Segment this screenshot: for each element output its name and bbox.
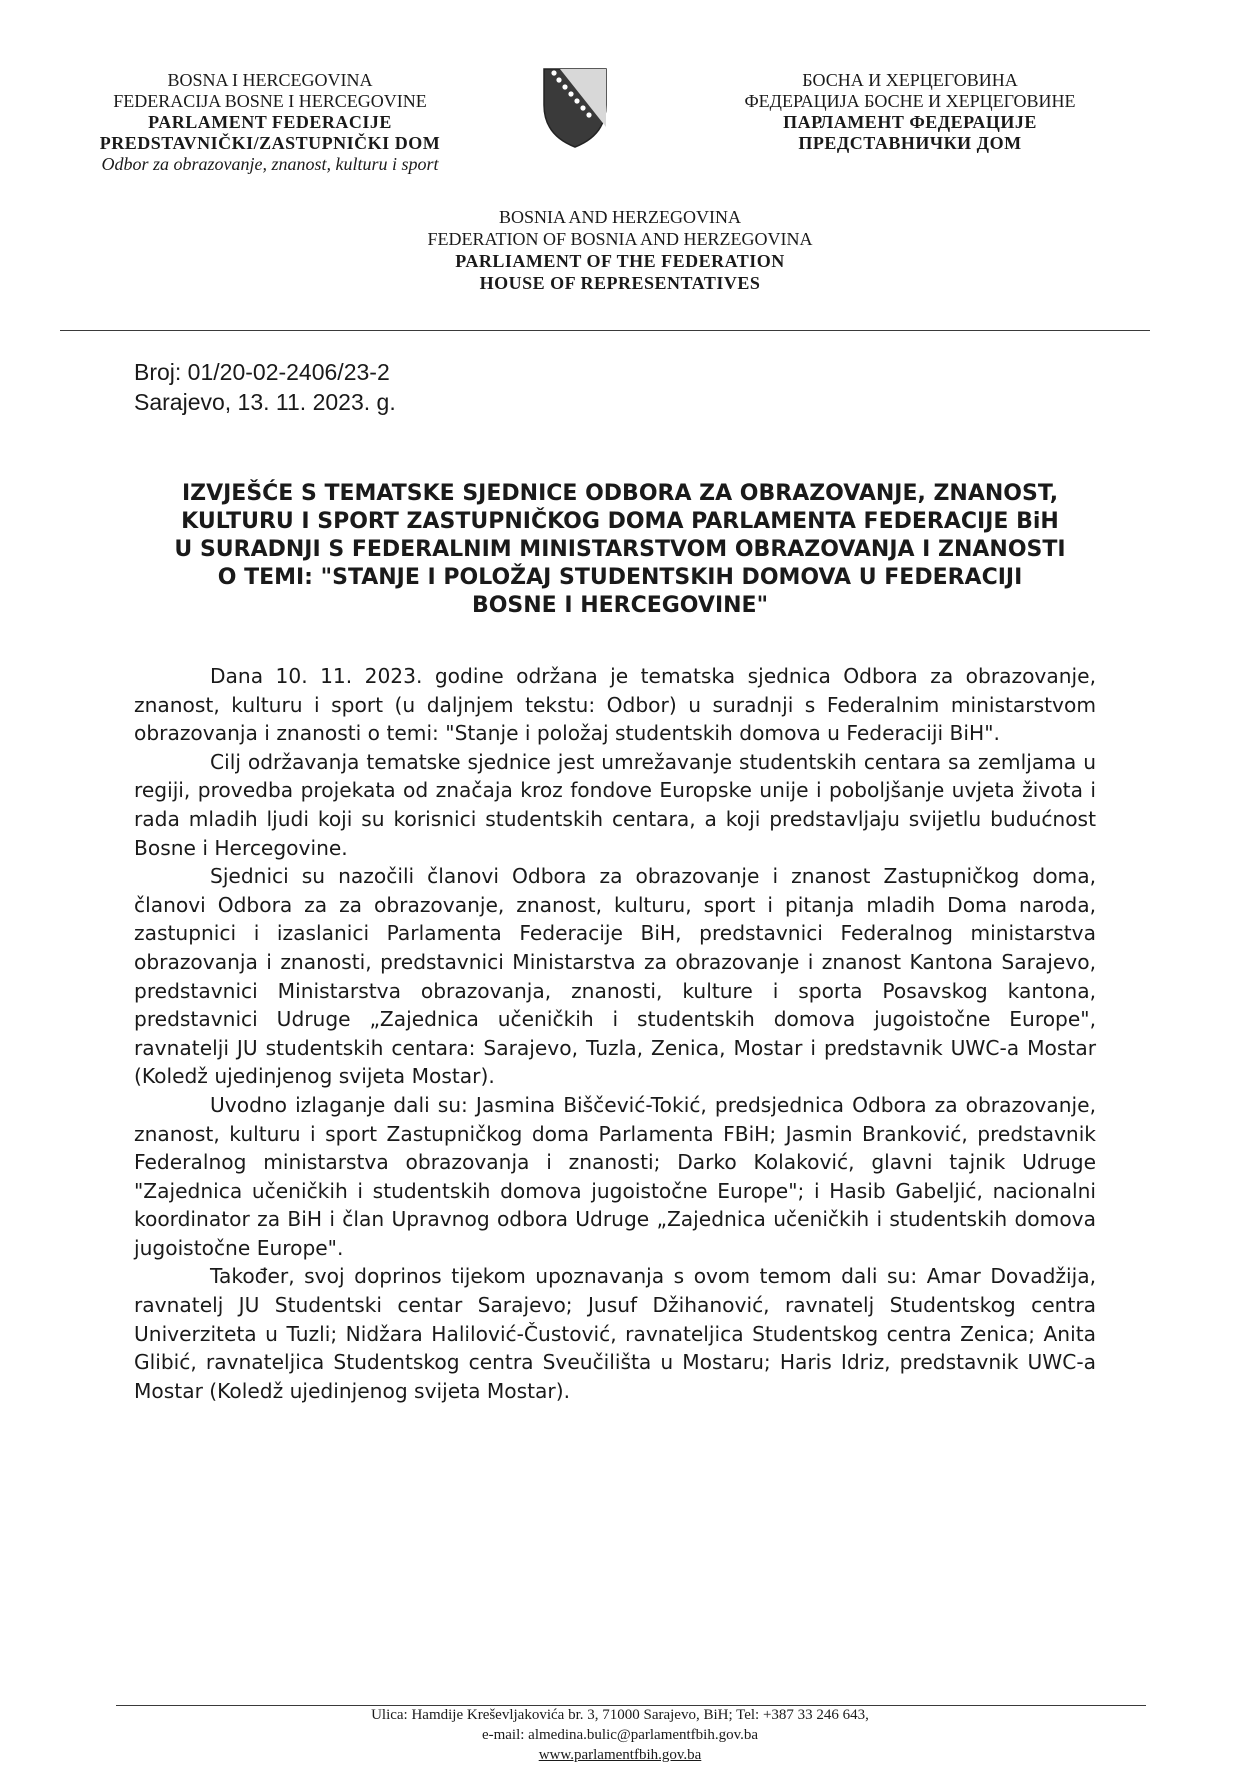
- header-center-house: HOUSE OF REPRESENTATIVES: [479, 273, 761, 293]
- title-line: IZVJEŠĆE S TEMATSKE SJEDNICE ODBORA ZA OBRAZOVANJE, ZNANOST,: [181, 481, 1059, 506]
- title-line: O TEMI: "STANJE I POLOŽAJ STUDENTSKIH DOMOVA U FEDERACIJI: [217, 565, 1023, 590]
- document-place-date: Sarajevo, 13. 11. 2023. g.: [134, 389, 396, 415]
- document-number: Broj: 01/20-02-2406/23-2: [134, 359, 390, 385]
- document-footer: [230, 1705, 1010, 1765]
- header-left-country: BOSNA I HERCEGOVINA: [167, 70, 373, 90]
- header-right-house: ПРЕДСТАВНИЧКИ ДОМ: [798, 133, 1022, 153]
- document-body: [134, 662, 1096, 1405]
- body-paragraph-3: Sjednici su nazočili članovi Odbora za obrazovanje i znanost Zastupničkog doma, članovi Odbora za za obrazovanje, znanost, kulturu, sport i pitanja mladih Doma naroda, zastupnici i izaslanici Parlamenta Federacije BiH, predstavnici Federalnog ministarstva obrazovanja i znanosti, predstavnici Ministarstva za obrazovanje i znanost Kantona Sarajevo, predstavnici Ministarstva obrazovanja, znanosti, kulture i sporta Posavskog kantona, predstavnici Udruge „Zajednica učeničkih i studentskih domova jugoistočne Europe", ravnatelji JU studentskih centara: Sarajevo, Tuzla, Zenica, Mostar i predstavnik UWC-a Mostar (Koledž ujedinjenog svijeta Mostar).: [134, 864, 1096, 1089]
- header-left-latin: [60, 70, 480, 175]
- header-right-federation: ФЕДЕРАЦИЈА БОСНЕ И ХЕРЦЕГОВИНЕ: [744, 91, 1076, 111]
- body-paragraph-1: Dana 10. 11. 2023. godine održana je tematska sjednica Odbora za obrazovanje, znanost, kulturu i sport (u daljnjem tekstu: Odbor) u suradnji s Federalnim ministarstvom obrazovanja i znanosti o temi: "Stanje i položaj studentskih domova u Federaciji BiH".: [134, 664, 1096, 746]
- header-divider: [60, 330, 1150, 331]
- title-line: BOSNE I HERCEGOVINE": [471, 593, 769, 618]
- title-line: KULTURU I SPORT ZASTUPNIČKOG DOMA PARLAMENTA FEDERACIJE BiH: [181, 509, 1059, 534]
- header-center-country: BOSNIA AND HERZEGOVINA: [499, 207, 741, 227]
- document-title: [100, 480, 1140, 620]
- document-meta: [134, 357, 396, 417]
- header-center-parliament: PARLIAMENT OF THE FEDERATION: [455, 251, 785, 271]
- header-left-parliament: PARLAMENT FEDERACIJE: [148, 112, 392, 132]
- footer-website-link[interactable]: www.parlamentfbih.gov.ba: [538, 1747, 702, 1763]
- header-left-house: PREDSTAVNIČKI/ZASTUPNIČKI DOM: [99, 133, 441, 153]
- header-center-english: [320, 206, 920, 294]
- header-right-parliament: ПАРЛАМЕНТ ФЕДЕРАЦИЈЕ: [783, 112, 1037, 132]
- footer-email[interactable]: e-mail: almedina.bulic@parlamentfbih.gov.ba: [481, 1727, 759, 1743]
- title-line: U SURADNJI S FEDERALNIM MINISTARSTVOM OBRAZOVANJA I ZNANOSTI: [174, 537, 1066, 562]
- body-paragraph-5: Također, svoj doprinos tijekom upoznavanja s ovom temom dali su: Amar Dovadžija, ravnatelj JU Studentski centar Sarajevo; Jusuf Džihanović, ravnatelj Studentskog centra Univerziteta u Tuzli; Nidžara Halilović-Čustović, ravnateljica Studentskog centra Zenica; Anita Glibić, ravnateljica Studentskog centra Sveučilišta u Mostaru; Haris Idriz, predstavnik UWC-a Mostar (Koledž ujedinjenog svijeta Mostar).: [134, 1264, 1096, 1403]
- coat-of-arms-icon: [540, 65, 610, 150]
- header-left-federation: FEDERACIJA BOSNE I HERCEGOVINE: [113, 91, 427, 111]
- body-paragraph-4: Uvodno izlaganje dali su: Jasmina Biščević-Tokić, predsjednica Odbora za obrazovanje, znanost, kulturu i sport Zastupničkog doma Parlamenta FBiH; Jasmin Branković, predstavnik Federalnog ministarstva obrazovanja i znanosti; Darko Kolaković, glavni tajnik Udruge "Zajednica učeničkih i studentskih domova jugoistočne Europe"; i Hasib Gabeljić, nacionalni koordinator za BiH i član Upravnog odbora Udruge „Zajednica učeničkih i studentskih domova jugoistočne Europe".: [134, 1092, 1096, 1260]
- body-paragraph-2: Cilj održavanja tematske sjednice jest umrežavanje studentskih centara sa zemljama u regiji, provedba projekata od značaja kroz fondove Europske unije i poboljšanje uvjeta života i rada mladih ljudi koji su korisnici studentskih centara, a koji predstavljaju svijetlu budućnost Bosne i Hercegovine.: [134, 749, 1096, 860]
- footer-address: Ulica: Hamdije Kreševljakovića br. 3, 71000 Sarajevo, BiH; Tel: +387 33 246 643,: [371, 1707, 869, 1723]
- header-right-country: БОСНА И ХЕРЦЕГОВИНА: [802, 70, 1018, 90]
- header-left-committee: Odbor za obrazovanje, znanost, kulturu i sport: [101, 154, 439, 174]
- header-right-cyrillic: [700, 70, 1120, 154]
- header-center-federation: FEDERATION OF BOSNIA AND HERZEGOVINA: [427, 229, 813, 249]
